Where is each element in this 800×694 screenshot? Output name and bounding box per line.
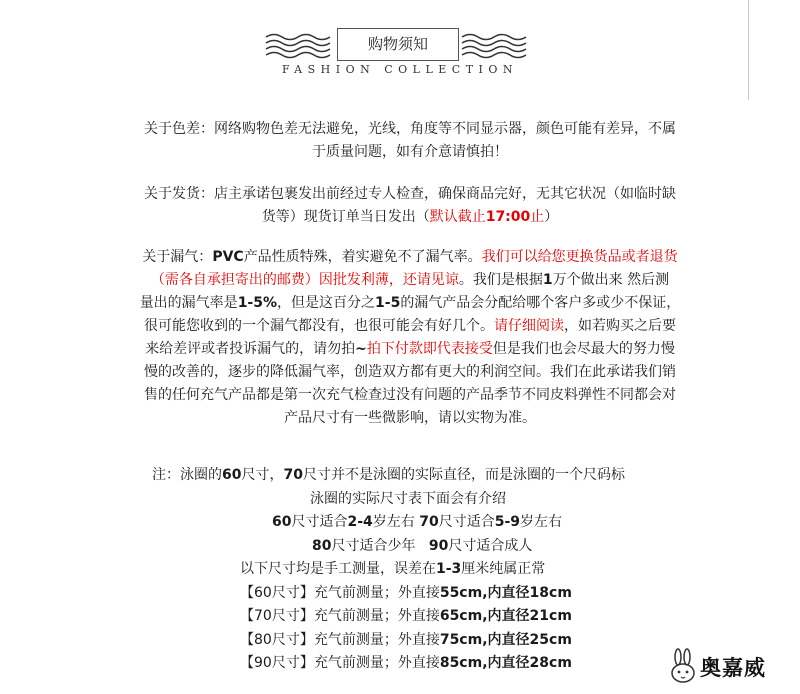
bold-text: 1	[542, 272, 553, 288]
text-segment: 尺寸并不是泳圈的实际直径，而是泳圈的一个尺码标	[302, 467, 625, 483]
text-line: 于质量问题，如有介意请慎拍！	[312, 144, 508, 160]
separator: ,内直径	[482, 655, 530, 671]
size-row	[100, 652, 700, 676]
outer-diameter: 75cm	[439, 631, 483, 648]
inner-diameter: 21cm	[529, 608, 572, 624]
text-line	[70, 246, 750, 269]
leak-notice	[70, 246, 750, 430]
header	[0, 0, 800, 110]
size-row	[100, 629, 700, 653]
size-tag: 【80尺寸】	[240, 631, 314, 648]
color-notice	[70, 118, 750, 164]
text-segment: 尺寸适合成人	[448, 537, 533, 554]
text-segment: 岁左右	[372, 514, 420, 530]
note-line: 泳圈的实际尺寸表下面会有介绍	[310, 490, 506, 507]
text-segment: 产品性质特殊，着实避免不了漏气率。	[243, 249, 482, 265]
text-line	[70, 338, 750, 361]
bold-text: 2-4	[347, 514, 373, 530]
highlight-text: 默认截止	[429, 209, 486, 225]
outer-diameter: 65cm	[439, 608, 483, 624]
text-line	[70, 292, 750, 315]
cutoff-time: 17:00	[485, 209, 531, 225]
inner-diameter: 18cm	[529, 584, 572, 601]
text-segment: 尺寸适合	[291, 514, 348, 530]
highlight-text: 拍下付款即代表接受	[366, 341, 493, 357]
text-line	[70, 269, 750, 292]
size-row	[100, 605, 700, 629]
text-segment: 很可能您收到的一个漏气都没有，也很可能会有好几个。	[144, 318, 494, 334]
bold-text: 70	[283, 467, 303, 483]
text-segment: 量出的漏气率是	[139, 295, 238, 311]
text-segment: 万个做出来 然后测	[552, 272, 670, 288]
bold-text: 60	[222, 467, 242, 483]
text-segment: ，但是这百分之	[277, 295, 376, 311]
text-line: 产品尺寸有一些微影响，请以实物为准。	[284, 410, 536, 426]
highlight-text: 止	[530, 209, 545, 225]
text-line: 关于发货：店主承诺包裹发出前经过专人检查，确保商品完好，无其它状况（如临时缺	[144, 186, 676, 202]
text-line: 关于色差：网络购物色差无法避免，光线，角度等不同显示器，颜色可能有差异，不属	[144, 121, 676, 137]
highlight-text: 请仔细阅读	[494, 318, 564, 334]
text-line	[70, 315, 750, 338]
text-segment: 但是我们也会尽最大的努力慢	[492, 341, 675, 357]
text-line: 慢的改善的，逐步的降低漏气率，创造双方都有更大的利润空间。我们在此承诺我们销	[144, 364, 676, 380]
text-segment: 关于漏气：	[142, 249, 213, 265]
shipping-notice	[70, 183, 750, 229]
text-segment: 尺寸适合	[438, 514, 495, 530]
text-line	[70, 206, 750, 229]
size-label: 充气前测量；外直接	[313, 584, 440, 601]
size-tag: 【60尺寸】	[240, 584, 314, 601]
text-segment: ）	[544, 209, 559, 225]
size-row	[100, 582, 700, 606]
note-line	[100, 535, 700, 559]
note-line	[100, 464, 700, 488]
text-segment: 来给差评或者投诉漏气的，请勿拍	[145, 341, 356, 357]
text-segment: 以下尺寸均是手工测量，误差在	[240, 561, 436, 577]
separator: ,内直径	[482, 584, 530, 601]
note-line	[100, 511, 700, 535]
highlight-text: （需各自承担寄出的邮费）因批发利薄，还请见谅	[150, 272, 459, 288]
text-segment: 厘米纯属正常	[461, 561, 546, 577]
inner-diameter: 25cm	[529, 631, 572, 648]
brand-name: 奥嘉威	[700, 656, 766, 680]
separator: ,内直径	[482, 631, 530, 648]
outer-diameter: 55cm	[439, 584, 483, 601]
text-segment: ，如若购买之后要	[564, 318, 676, 334]
text-segment: 尺寸，	[241, 467, 284, 483]
bold-text: 5-9	[494, 514, 521, 530]
highlight-text: 我们可以给您更换货品或者退货	[481, 249, 678, 265]
size-label: 充气前测量；外直接	[313, 608, 440, 624]
size-notes	[100, 464, 700, 676]
text-line: 售的任何充气产品都是第一次充气检查过没有问题的产品季节不同皮料弹性不同都会对	[144, 387, 676, 403]
brand-logo	[668, 648, 798, 688]
size-tag: 【90尺寸】	[240, 655, 314, 671]
separator: ,内直径	[482, 608, 530, 624]
size-tag: 【70尺寸】	[240, 608, 314, 624]
inner-diameter: 28cm	[529, 655, 572, 671]
bold-text: 80	[312, 537, 332, 554]
bold-text: 90	[428, 537, 449, 554]
outer-diameter: 85cm	[439, 655, 483, 671]
bold-text: PVC	[212, 249, 244, 265]
text-segment: 货等）现货订单当日发出（	[261, 209, 430, 225]
text-segment: 尺寸适合少年	[331, 537, 429, 554]
text-segment: 的漏气产品会分配给哪个客户多或少不保证，	[400, 295, 681, 311]
size-label: 充气前测量；外直接	[313, 655, 440, 671]
bold-text: 60	[272, 514, 292, 530]
bold-text: 1-5	[375, 295, 401, 311]
text-segment: 岁左右	[520, 514, 563, 530]
bold-text: 1-3	[436, 561, 462, 577]
page-subtitle: FASHION COLLECTION	[281, 63, 519, 76]
bold-text: 1-5%	[237, 295, 278, 311]
note-line	[100, 558, 700, 582]
size-label: 充气前测量；外直接	[313, 631, 440, 648]
rabbit-icon	[668, 648, 698, 684]
text-segment: 注：泳圈的	[152, 467, 222, 483]
text-segment: 。我们是根据	[458, 272, 543, 288]
page-title: 购物须知	[337, 28, 459, 61]
bold-text: ~	[355, 341, 367, 357]
bold-text: 70	[419, 514, 439, 530]
